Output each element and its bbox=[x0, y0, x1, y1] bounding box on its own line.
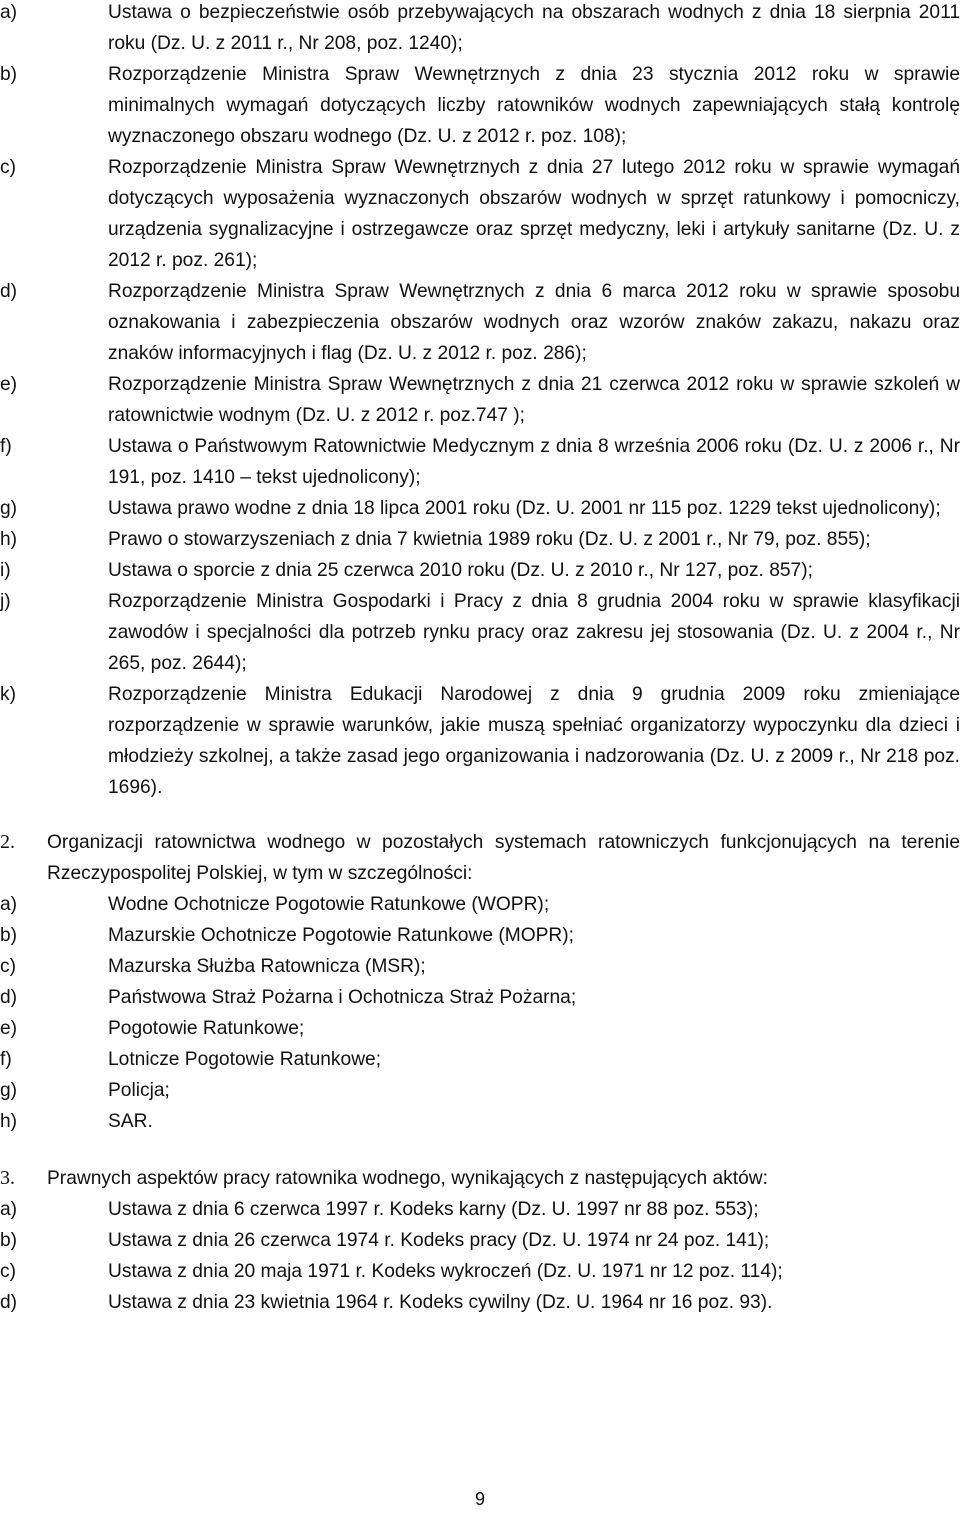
list-item bbox=[0, 982, 960, 1013]
item-label: e) bbox=[0, 1018, 18, 1039]
list-item bbox=[0, 431, 960, 493]
item-label: d) bbox=[0, 1292, 18, 1313]
item-label: i) bbox=[0, 560, 11, 581]
rescue-systems-list bbox=[0, 889, 960, 1137]
section-number: 2. bbox=[0, 831, 15, 853]
item-label: a) bbox=[0, 2, 18, 23]
legal-aspects-list bbox=[0, 1194, 960, 1318]
item-text: Wodne Ochotnicze Pogotowie Ratunkowe (WOPR); bbox=[108, 894, 550, 915]
item-text: Państwowa Straż Pożarna i Ochotnicza Straż Pożarna; bbox=[108, 987, 577, 1008]
list-item bbox=[0, 369, 960, 431]
item-label: h) bbox=[0, 529, 18, 550]
item-text: Ustawa o Państwowym Ratownictwie Medycznym z dnia 8 września 2006 roku (Dz. U. z 2006 r., Nr 191, poz. 1410 – tekst ujednolicony); bbox=[108, 436, 960, 488]
item-text: Rozporządzenie Ministra Spraw Wewnętrznych z dnia 21 czerwca 2012 roku w sprawie szkoleń w ratownictwie wodnym (Dz. U. z 2012 r. poz.747 ); bbox=[108, 374, 960, 426]
item-text: Rozporządzenie Ministra Spraw Wewnętrznych z dnia 6 marca 2012 roku w sprawie sposobu oznakowania i zabezpieczenia obszarów wodnych oraz wzorów znaków zakazu, nakazu oraz znaków informacyjnych i flag (Dz. U. z 2012 r. poz. 286); bbox=[108, 281, 960, 364]
list-item bbox=[0, 679, 960, 803]
item-label: e) bbox=[0, 374, 18, 395]
item-label: c) bbox=[0, 157, 16, 178]
list-item bbox=[0, 1287, 960, 1318]
item-label: h) bbox=[0, 1111, 18, 1132]
list-item bbox=[0, 889, 960, 920]
item-text: Rozporządzenie Ministra Edukacji Narodowej z dnia 9 grudnia 2009 roku zmieniające rozporządzenie w sprawie warunków, jakie muszą spełniać organizatorzy wypoczynku dla dzieci i młodzieży szkolnej, a także zasad jego organizowania i nadzorowania (Dz. U. z 2009 r., Nr 218 poz. 1696). bbox=[108, 684, 960, 798]
item-text: Policja; bbox=[108, 1080, 170, 1101]
item-label: b) bbox=[0, 1230, 18, 1251]
list-item bbox=[0, 1075, 960, 1106]
list-item bbox=[0, 152, 960, 276]
item-text: SAR. bbox=[108, 1111, 153, 1132]
item-label: b) bbox=[0, 925, 18, 946]
list-item bbox=[0, 951, 960, 982]
list-item bbox=[0, 524, 960, 555]
item-text: Lotnicze Pogotowie Ratunkowe; bbox=[108, 1049, 382, 1070]
list-item bbox=[0, 586, 960, 679]
item-label: f) bbox=[0, 436, 12, 457]
item-text: Mazurskie Ochotnicze Pogotowie Ratunkowe (MOPR); bbox=[108, 925, 575, 946]
item-label: j) bbox=[0, 591, 11, 612]
list-item bbox=[0, 1256, 960, 1287]
list-item bbox=[0, 555, 960, 586]
item-label: g) bbox=[0, 498, 18, 519]
list-item bbox=[0, 1106, 960, 1137]
item-text: Ustawa z dnia 23 kwietnia 1964 r. Kodeks cywilny (Dz. U. 1964 nr 16 poz. 93). bbox=[108, 1292, 773, 1313]
item-text: Ustawa z dnia 26 czerwca 1974 r. Kodeks pracy (Dz. U. 1974 nr 24 poz. 141); bbox=[108, 1230, 770, 1251]
item-label: b) bbox=[0, 64, 18, 85]
list-item bbox=[0, 59, 960, 152]
list-item bbox=[0, 493, 960, 524]
item-label: d) bbox=[0, 987, 18, 1008]
section-text: Prawnych aspektów pracy ratownika wodnego, wynikających z następujących aktów: bbox=[47, 1168, 768, 1189]
item-text: Rozporządzenie Ministra Gospodarki i Pracy z dnia 8 grudnia 2004 roku w sprawie klasyfikacji zawodów i specjalności dla potrzeb rynku pracy oraz zakresu jej stosowania (Dz. U. z 2004 r., Nr 265, poz. 2644); bbox=[108, 591, 960, 674]
item-label: g) bbox=[0, 1080, 18, 1101]
list-item bbox=[0, 0, 960, 59]
section-number: 3. bbox=[0, 1167, 15, 1189]
item-text: Ustawa z dnia 20 maja 1971 r. Kodeks wykroczeń (Dz. U. 1971 nr 12 poz. 114); bbox=[108, 1261, 783, 1282]
list-item bbox=[0, 1194, 960, 1225]
item-label: c) bbox=[0, 956, 16, 977]
item-text: Ustawa prawo wodne z dnia 18 lipca 2001 roku (Dz. U. 2001 nr 115 poz. 1229 tekst ujednolicony); bbox=[108, 498, 941, 519]
page-number: 9 bbox=[474, 1489, 485, 1509]
item-text: Ustawa z dnia 6 czerwca 1997 r. Kodeks karny (Dz. U. 1997 nr 88 poz. 553); bbox=[108, 1199, 759, 1220]
item-label: f) bbox=[0, 1049, 12, 1070]
item-text: Pogotowie Ratunkowe; bbox=[108, 1018, 305, 1039]
item-text: Ustawa o sporcie z dnia 25 czerwca 2010 roku (Dz. U. z 2010 r., Nr 127, poz. 857); bbox=[108, 560, 813, 581]
list-item bbox=[0, 1013, 960, 1044]
item-text: Prawo o stowarzyszeniach z dnia 7 kwietnia 1989 roku (Dz. U. z 2001 r., Nr 79, poz. 855); bbox=[108, 529, 871, 550]
item-label: k) bbox=[0, 684, 16, 705]
item-text: Rozporządzenie Ministra Spraw Wewnętrznych z dnia 27 lutego 2012 roku w sprawie wymagań dotyczących wyposażenia wyznaczonych obszarów wodnych w sprzęt ratunkowy i pomocniczy, urządzenia sygnalizacyjne i ostrzegawcze oraz sprzęt medyczny, leki i artykuły sanitarne (Dz. U. z 2012 r. poz. 261); bbox=[108, 157, 960, 271]
list-item bbox=[0, 1044, 960, 1075]
item-label: c) bbox=[0, 1261, 16, 1282]
list-item bbox=[0, 1225, 960, 1256]
item-label: a) bbox=[0, 894, 18, 915]
section-text: Organizacji ratownictwa wodnego w pozostałych systemach ratowniczych funkcjonujących na terenie Rzeczypospolitej Polskiej, w tym w szczególności: bbox=[47, 832, 960, 884]
item-label: a) bbox=[0, 1199, 18, 1220]
list-item bbox=[0, 276, 960, 369]
list-item bbox=[0, 920, 960, 951]
item-text: Rozporządzenie Ministra Spraw Wewnętrznych z dnia 23 stycznia 2012 roku w sprawie minimalnych wymagań dotyczących liczby ratowników wodnych zapewniających stałą kontrolę wyznaczonego obszaru wodnego (Dz. U. z 2012 r. poz. 108); bbox=[108, 64, 960, 147]
section-heading bbox=[0, 827, 960, 889]
item-text: Ustawa o bezpieczeństwie osób przebywających na obszarach wodnych z dnia 18 sierpnia 2011 roku (Dz. U. z 2011 r., Nr 208, poz. 1240); bbox=[108, 2, 960, 54]
item-label: d) bbox=[0, 281, 18, 302]
section-heading bbox=[0, 1163, 960, 1194]
item-text: Mazurska Służba Ratownicza (MSR); bbox=[108, 956, 426, 977]
